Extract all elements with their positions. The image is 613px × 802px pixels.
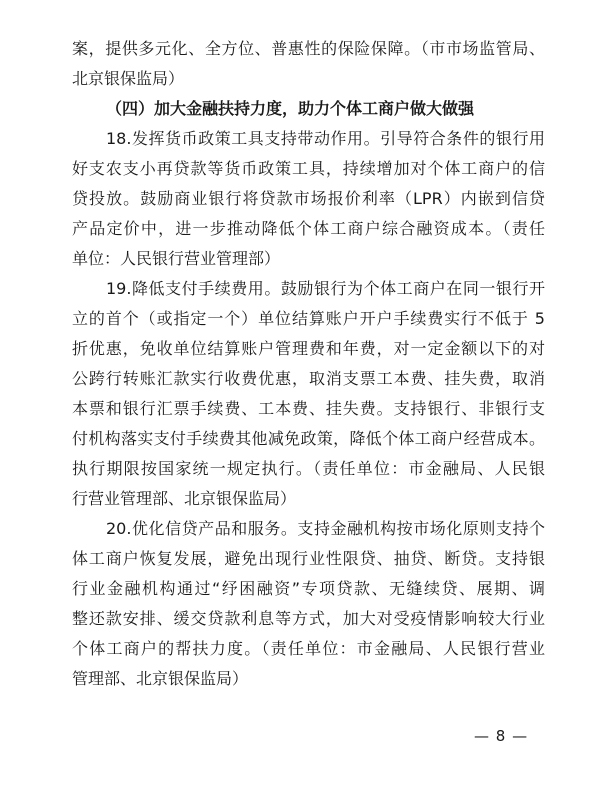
text-line: 贷投放。鼓励商业银行将贷款市场报价利率（LPR）内嵌到信贷 — [72, 189, 545, 208]
text-line: 公跨行转账汇款实行收费优惠，取消支票工本费、挂失费，取消 — [72, 369, 545, 388]
text-line: 个体工商户的帮扶力度。（责任单位：市金融局、人民银行营业 — [72, 639, 545, 658]
text-line: 北京银保监局） — [72, 69, 185, 88]
document-text-block — [72, 34, 545, 694]
page-number: — 8 — — [474, 727, 529, 745]
text-line: 体工商户恢复发展，避免出现行业性限贷、抽贷、断贷。支持银 — [72, 549, 545, 568]
text-line: 案，提供多元化、全方位、普惠性的保险保障。（市市场监管局、 — [72, 39, 545, 58]
text-line: 20.优化信贷产品和服务。支持金融机构按市场化原则支持个 — [106, 519, 545, 538]
text-line: 执行期限按国家统一规定执行。（责任单位：市金融局、人民银 — [72, 459, 545, 478]
text-line: 立的首个（或指定一个）单位结算账户开户手续费实行不低于 5 — [72, 309, 545, 328]
text-line: 好支农支小再贷款等货币政策工具，持续增加对个体工商户的信 — [72, 159, 545, 178]
text-line: 管理部、北京银保监局） — [72, 669, 249, 688]
text-line: 本票和银行汇票手续费、工本费、挂失费。支持银行、非银行支 — [72, 399, 545, 418]
text-line: 付机构落实支付手续费其他减免政策，降低个体工商户经营成本。 — [72, 429, 545, 448]
section-heading: （四）加大金融扶持力度，助力个体工商户做大做强 — [106, 99, 475, 118]
text-line: 单位：人民银行营业管理部） — [72, 249, 281, 268]
text-line: 产品定价中，进一步推动降低个体工商户综合融资成本。（责任 — [72, 219, 545, 238]
text-line: 折优惠，免收单位结算账户管理费和年费，对一定金额以下的对 — [72, 339, 545, 358]
text-line: 整还款安排、缓交贷款利息等方式，加大对受疫情影响较大行业 — [72, 609, 545, 628]
text-line: 18.发挥货币政策工具支持带动作用。引导符合条件的银行用 — [106, 129, 545, 148]
text-line: 行业金融机构通过“纾困融资”专项贷款、无缝续贷、展期、调 — [72, 579, 545, 598]
text-line: 19.降低支付手续费用。鼓励银行为个体工商户在同一银行开 — [106, 279, 545, 298]
text-line: 行营业管理部、北京银保监局） — [72, 489, 297, 508]
